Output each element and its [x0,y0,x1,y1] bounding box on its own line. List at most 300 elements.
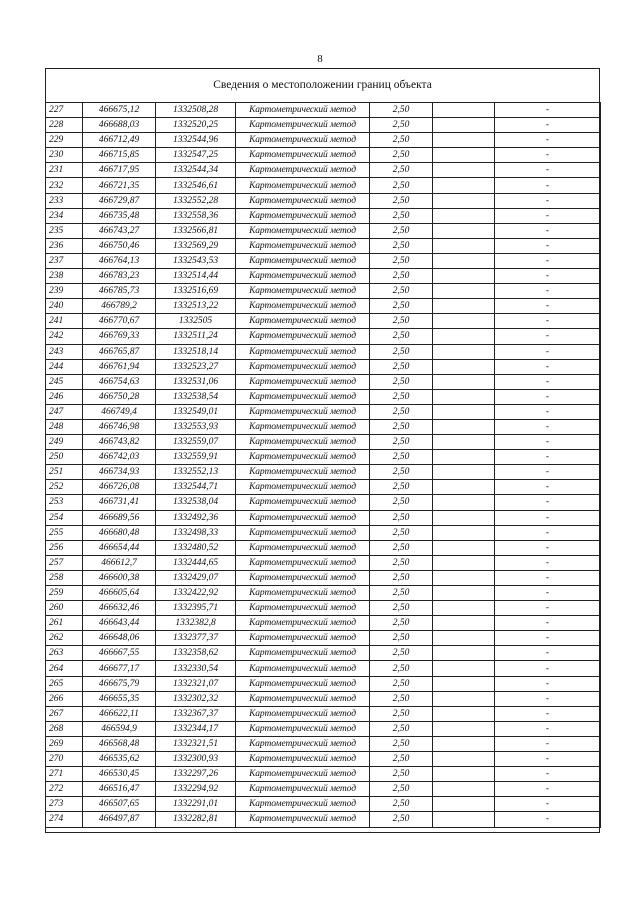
y-coordinate-cell: 1332300,93 [156,752,236,767]
accuracy-cell: 2,50 [370,631,433,646]
empty-cell [433,752,495,767]
x-coordinate-cell: 466654,44 [83,540,156,555]
table-row [46,450,601,465]
method-cell: Картометрический метод [236,540,370,555]
description-cell: - [495,208,601,223]
method-cell: Картометрический метод [236,631,370,646]
y-coordinate-cell: 1332546,61 [156,178,236,193]
description-cell: - [495,752,601,767]
point-number-cell: 236 [46,238,83,253]
table-row [46,133,601,148]
method-cell: Картометрический метод [236,208,370,223]
description-cell: - [495,797,601,812]
description-cell: - [495,676,601,691]
method-cell: Картометрический метод [236,555,370,570]
x-coordinate-cell: 466568,48 [83,736,156,751]
accuracy-cell: 2,50 [370,450,433,465]
point-number-cell: 228 [46,118,83,133]
point-number-cell: 245 [46,374,83,389]
empty-cell [433,223,495,238]
x-coordinate-cell: 466530,45 [83,767,156,782]
y-coordinate-cell: 1332538,04 [156,495,236,510]
accuracy-cell: 2,50 [370,238,433,253]
point-number-cell: 242 [46,329,83,344]
method-cell: Картометрический метод [236,238,370,253]
description-cell: - [495,163,601,178]
point-number-cell: 272 [46,782,83,797]
accuracy-cell: 2,50 [370,555,433,570]
table-row [46,163,601,178]
x-coordinate-cell: 466783,23 [83,269,156,284]
x-coordinate-cell: 466785,73 [83,284,156,299]
empty-cell [433,465,495,480]
table-row [46,570,601,585]
method-cell: Картометрический метод [236,691,370,706]
x-coordinate-cell: 466734,93 [83,465,156,480]
description-cell: - [495,661,601,676]
x-coordinate-cell: 466655,35 [83,691,156,706]
table-row [46,148,601,163]
accuracy-cell: 2,50 [370,782,433,797]
y-coordinate-cell: 1332559,07 [156,435,236,450]
method-cell: Картометрический метод [236,284,370,299]
table-row [46,359,601,374]
accuracy-cell: 2,50 [370,661,433,676]
point-number-cell: 235 [46,223,83,238]
method-cell: Картометрический метод [236,163,370,178]
table-row [46,480,601,495]
description-cell: - [495,465,601,480]
empty-cell [433,555,495,570]
method-cell: Картометрический метод [236,435,370,450]
y-coordinate-cell: 1332302,32 [156,691,236,706]
accuracy-cell: 2,50 [370,253,433,268]
method-cell: Картометрический метод [236,193,370,208]
method-cell: Картометрический метод [236,148,370,163]
accuracy-cell: 2,50 [370,389,433,404]
table-row [46,465,601,480]
y-coordinate-cell: 1332552,28 [156,193,236,208]
point-number-cell: 271 [46,767,83,782]
method-cell: Картометрический метод [236,706,370,721]
accuracy-cell: 2,50 [370,435,433,450]
y-coordinate-cell: 1332321,07 [156,676,236,691]
table-row [46,586,601,601]
x-coordinate-cell: 466750,28 [83,389,156,404]
accuracy-cell: 2,50 [370,208,433,223]
description-cell: - [495,586,601,601]
description-cell: - [495,374,601,389]
accuracy-cell: 2,50 [370,419,433,434]
method-cell: Картометрический метод [236,419,370,434]
table-row [46,284,601,299]
x-coordinate-cell: 466648,06 [83,631,156,646]
section-title: Сведения о местоположении границ объекта [213,79,432,91]
point-number-cell: 273 [46,797,83,812]
empty-cell [433,163,495,178]
empty-cell [433,586,495,601]
x-coordinate-cell: 466507,65 [83,797,156,812]
table-row [46,223,601,238]
empty-cell [433,148,495,163]
description-cell: - [495,253,601,268]
x-coordinate-cell: 466743,82 [83,435,156,450]
y-coordinate-cell: 1332282,81 [156,812,236,827]
empty-cell [433,374,495,389]
empty-cell [433,178,495,193]
empty-cell [433,797,495,812]
y-coordinate-cell: 1332422,92 [156,586,236,601]
point-number-cell: 246 [46,389,83,404]
table-row [46,344,601,359]
empty-cell [433,480,495,495]
point-number-cell: 267 [46,706,83,721]
method-cell: Картометрический метод [236,812,370,827]
accuracy-cell: 2,50 [370,706,433,721]
accuracy-cell: 2,50 [370,284,433,299]
description-cell: - [495,540,601,555]
description-cell: - [495,721,601,736]
x-coordinate-cell: 466497,87 [83,812,156,827]
table-row [46,178,601,193]
y-coordinate-cell: 1332330,54 [156,661,236,676]
point-number-cell: 264 [46,661,83,676]
accuracy-cell: 2,50 [370,721,433,736]
y-coordinate-cell: 1332566,81 [156,223,236,238]
method-cell: Картометрический метод [236,752,370,767]
table-row [46,253,601,268]
x-coordinate-cell: 466535,62 [83,752,156,767]
description-cell: - [495,329,601,344]
x-coordinate-cell: 466731,41 [83,495,156,510]
table-row [46,314,601,329]
x-coordinate-cell: 466594,9 [83,721,156,736]
description-cell: - [495,450,601,465]
point-number-cell: 263 [46,646,83,661]
empty-cell [433,344,495,359]
point-number-cell: 252 [46,480,83,495]
method-cell: Картометрический метод [236,178,370,193]
point-number-cell: 244 [46,359,83,374]
table-row [46,118,601,133]
y-coordinate-cell: 1332518,14 [156,344,236,359]
table-row [46,389,601,404]
y-coordinate-cell: 1332505 [156,314,236,329]
x-coordinate-cell: 466761,94 [83,359,156,374]
y-coordinate-cell: 1332429,07 [156,570,236,585]
description-cell: - [495,706,601,721]
description-cell: - [495,435,601,450]
x-coordinate-cell: 466769,33 [83,329,156,344]
table-row [46,238,601,253]
table-row [46,797,601,812]
y-coordinate-cell: 1332531,06 [156,374,236,389]
empty-cell [433,329,495,344]
empty-cell [433,208,495,223]
accuracy-cell: 2,50 [370,812,433,827]
table-row [46,525,601,540]
y-coordinate-cell: 1332321,51 [156,736,236,751]
y-coordinate-cell: 1332547,25 [156,148,236,163]
x-coordinate-cell: 466600,38 [83,570,156,585]
empty-cell [433,389,495,404]
y-coordinate-cell: 1332569,29 [156,238,236,253]
x-coordinate-cell: 466605,64 [83,586,156,601]
description-cell: - [495,223,601,238]
page-number: 8 [317,53,323,65]
y-coordinate-cell: 1332291,01 [156,797,236,812]
empty-cell [433,419,495,434]
empty-cell [433,450,495,465]
y-coordinate-cell: 1332544,34 [156,163,236,178]
empty-cell [433,193,495,208]
method-cell: Картометрический метод [236,374,370,389]
empty-cell [433,284,495,299]
x-coordinate-cell: 466765,87 [83,344,156,359]
point-number-cell: 231 [46,163,83,178]
x-coordinate-cell: 466746,98 [83,419,156,434]
method-cell: Картометрический метод [236,389,370,404]
description-cell: - [495,178,601,193]
table-row [46,691,601,706]
description-cell: - [495,314,601,329]
accuracy-cell: 2,50 [370,676,433,691]
point-number-cell: 256 [46,540,83,555]
table-row [46,435,601,450]
accuracy-cell: 2,50 [370,359,433,374]
y-coordinate-cell: 1332294,92 [156,782,236,797]
point-number-cell: 269 [46,736,83,751]
point-number-cell: 247 [46,404,83,419]
point-number-cell: 255 [46,525,83,540]
empty-cell [433,601,495,616]
y-coordinate-cell: 1332514,44 [156,269,236,284]
table-body [46,103,601,828]
accuracy-cell: 2,50 [370,163,433,178]
table-row [46,419,601,434]
accuracy-cell: 2,50 [370,616,433,631]
table-row [46,540,601,555]
accuracy-cell: 2,50 [370,586,433,601]
empty-cell [433,103,495,118]
method-cell: Картометрический метод [236,133,370,148]
description-cell: - [495,404,601,419]
point-number-cell: 261 [46,616,83,631]
method-cell: Картометрический метод [236,601,370,616]
empty-cell [433,691,495,706]
method-cell: Картометрический метод [236,465,370,480]
empty-cell [433,435,495,450]
table-row [46,299,601,314]
x-coordinate-cell: 466689,56 [83,510,156,525]
empty-cell [433,359,495,374]
method-cell: Картометрический метод [236,299,370,314]
x-coordinate-cell: 466675,12 [83,103,156,118]
point-number-cell: 268 [46,721,83,736]
x-coordinate-cell: 466735,48 [83,208,156,223]
accuracy-cell: 2,50 [370,299,433,314]
method-cell: Картометрический метод [236,223,370,238]
accuracy-cell: 2,50 [370,223,433,238]
method-cell: Картометрический метод [236,103,370,118]
accuracy-cell: 2,50 [370,510,433,525]
x-coordinate-cell: 466717,95 [83,163,156,178]
table-row [46,404,601,419]
x-coordinate-cell: 466726,08 [83,480,156,495]
point-number-cell: 229 [46,133,83,148]
empty-cell [433,118,495,133]
point-number-cell: 238 [46,269,83,284]
x-coordinate-cell: 466643,44 [83,616,156,631]
accuracy-cell: 2,50 [370,329,433,344]
x-coordinate-cell: 466677,17 [83,661,156,676]
y-coordinate-cell: 1332513,22 [156,299,236,314]
table-row [46,782,601,797]
table-row [46,555,601,570]
method-cell: Картометрический метод [236,661,370,676]
x-coordinate-cell: 466789,2 [83,299,156,314]
empty-cell [433,812,495,827]
description-cell: - [495,419,601,434]
table-row [46,329,601,344]
empty-cell [433,676,495,691]
x-coordinate-cell: 466612,7 [83,555,156,570]
x-coordinate-cell: 466729,87 [83,193,156,208]
x-coordinate-cell: 466632,46 [83,601,156,616]
description-cell: - [495,631,601,646]
table-row [46,616,601,631]
table-row [46,269,601,284]
point-number-cell: 250 [46,450,83,465]
description-cell: - [495,148,601,163]
x-coordinate-cell: 466680,48 [83,525,156,540]
method-cell: Картометрический метод [236,797,370,812]
empty-cell [433,661,495,676]
empty-cell [433,495,495,510]
method-cell: Картометрический метод [236,359,370,374]
y-coordinate-cell: 1332559,91 [156,450,236,465]
y-coordinate-cell: 1332511,24 [156,329,236,344]
x-coordinate-cell: 466667,55 [83,646,156,661]
method-cell: Картометрический метод [236,736,370,751]
y-coordinate-cell: 1332543,53 [156,253,236,268]
empty-cell [433,616,495,631]
x-coordinate-cell: 466754,63 [83,374,156,389]
method-cell: Картометрический метод [236,269,370,284]
accuracy-cell: 2,50 [370,601,433,616]
description-cell: - [495,555,601,570]
description-cell: - [495,616,601,631]
accuracy-cell: 2,50 [370,178,433,193]
description-cell: - [495,389,601,404]
description-cell: - [495,284,601,299]
method-cell: Картометрический метод [236,525,370,540]
accuracy-cell: 2,50 [370,736,433,751]
accuracy-cell: 2,50 [370,570,433,585]
table-row [46,510,601,525]
description-cell: - [495,601,601,616]
table-row [46,736,601,751]
point-number-cell: 260 [46,601,83,616]
table-row [46,495,601,510]
y-coordinate-cell: 1332395,71 [156,601,236,616]
y-coordinate-cell: 1332508,28 [156,103,236,118]
point-number-cell: 258 [46,570,83,585]
x-coordinate-cell: 466675,79 [83,676,156,691]
accuracy-cell: 2,50 [370,118,433,133]
y-coordinate-cell: 1332444,65 [156,555,236,570]
empty-cell [433,782,495,797]
accuracy-cell: 2,50 [370,495,433,510]
accuracy-cell: 2,50 [370,480,433,495]
x-coordinate-cell: 466764,13 [83,253,156,268]
table-row [46,661,601,676]
method-cell: Картометрический метод [236,646,370,661]
x-coordinate-cell: 466712,49 [83,133,156,148]
y-coordinate-cell: 1332382,8 [156,616,236,631]
table-row [46,767,601,782]
method-cell: Картометрический метод [236,676,370,691]
accuracy-cell: 2,50 [370,691,433,706]
table-row [46,752,601,767]
method-cell: Картометрический метод [236,450,370,465]
point-number-cell: 254 [46,510,83,525]
description-cell: - [495,133,601,148]
accuracy-cell: 2,50 [370,752,433,767]
table-row [46,706,601,721]
x-coordinate-cell: 466516,47 [83,782,156,797]
description-cell: - [495,193,601,208]
point-number-cell: 234 [46,208,83,223]
y-coordinate-cell: 1332480,52 [156,540,236,555]
accuracy-cell: 2,50 [370,133,433,148]
empty-cell [433,525,495,540]
method-cell: Картометрический метод [236,616,370,631]
point-number-cell: 265 [46,676,83,691]
method-cell: Картометрический метод [236,570,370,585]
accuracy-cell: 2,50 [370,269,433,284]
point-number-cell: 259 [46,586,83,601]
method-cell: Картометрический метод [236,314,370,329]
x-coordinate-cell: 466622,11 [83,706,156,721]
accuracy-cell: 2,50 [370,193,433,208]
empty-cell [433,404,495,419]
y-coordinate-cell: 1332516,69 [156,284,236,299]
y-coordinate-cell: 1332558,36 [156,208,236,223]
method-cell: Картометрический метод [236,480,370,495]
empty-cell [433,540,495,555]
empty-cell [433,238,495,253]
empty-cell [433,646,495,661]
accuracy-cell: 2,50 [370,148,433,163]
description-cell: - [495,480,601,495]
empty-cell [433,631,495,646]
empty-cell [433,299,495,314]
y-coordinate-cell: 1332297,26 [156,767,236,782]
table-row [46,646,601,661]
empty-cell [433,269,495,284]
point-number-cell: 270 [46,752,83,767]
empty-cell [433,706,495,721]
x-coordinate-cell: 466742,03 [83,450,156,465]
description-cell: - [495,344,601,359]
table-row [46,103,601,118]
x-coordinate-cell: 466743,27 [83,223,156,238]
accuracy-cell: 2,50 [370,404,433,419]
accuracy-cell: 2,50 [370,525,433,540]
empty-cell [433,721,495,736]
point-number-cell: 249 [46,435,83,450]
